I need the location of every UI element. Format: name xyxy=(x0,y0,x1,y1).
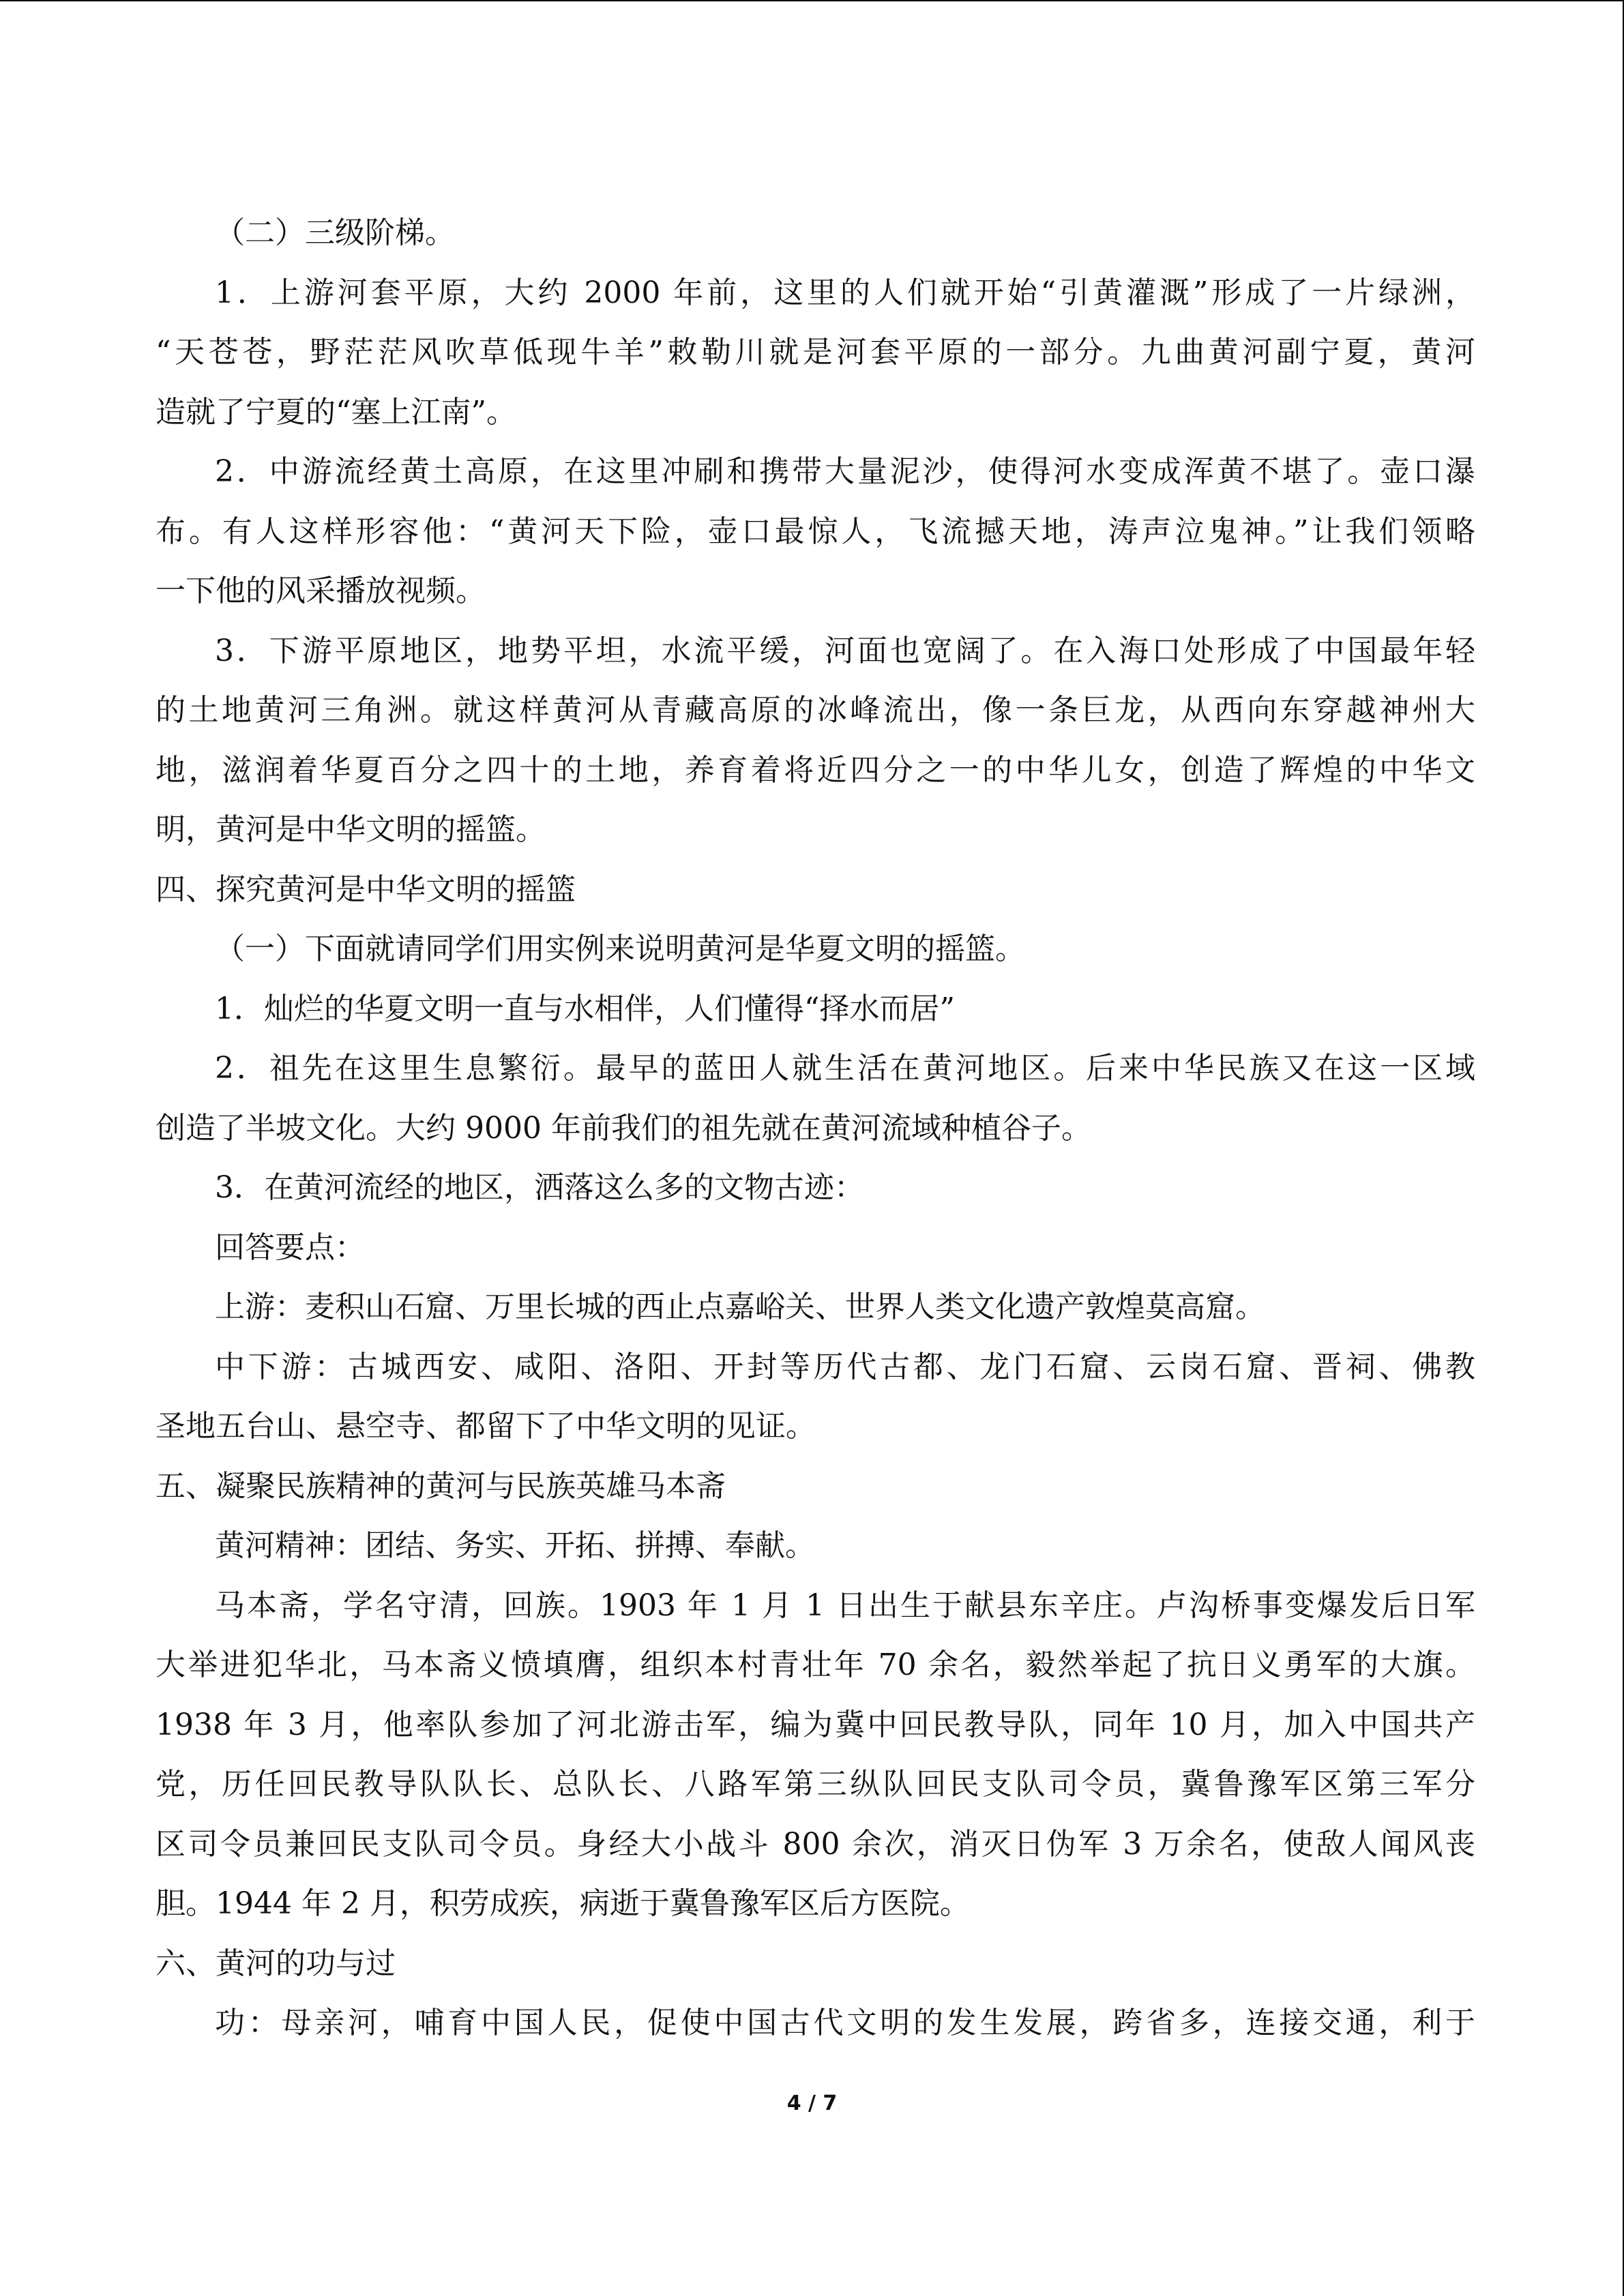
paragraph-line: 2．中游流经黄土高原，在这里冲刷和携带大量泥沙，使得河水变成浑黄不堪了。壶口瀑 xyxy=(215,454,1475,489)
paragraph-line: 马本斋，学名守清，回族。1903 年 1 月 1 日出生于献县东辛庄。卢沟桥事变爆发后日军 xyxy=(215,1587,1475,1623)
paragraph-line: 胆。1944 年 2 月，积劳成疾，病逝于冀鲁豫军区后方医院。 xyxy=(156,1886,970,1921)
paragraph-line: 的土地黄河三角洲。就这样黄河从青藏高原的冰峰流出，像一条巨龙，从西向东穿越神州大 xyxy=(156,693,1475,728)
paragraph-line: 布。有人这样形容他：“黄河天下险，壶口最惊人，飞流撼天地，涛声泣鬼神。”让我们领略 xyxy=(156,513,1475,549)
paragraph-line: 1．上游河套平原，大约 2000 年前，这里的人们就开始“引黄灌溉”形成了一片绿洲， xyxy=(215,275,1475,310)
paragraph-line: 黄河精神：团结、务实、开拓、拼搏、奉献。 xyxy=(215,1528,815,1563)
subheading-examples: （一）下面就请同学们用实例来说明黄河是华夏文明的摇篮。 xyxy=(215,931,1025,966)
page-border-top xyxy=(0,0,1624,1)
section-heading-5: 五、凝聚民族精神的黄河与民族英雄马本斋 xyxy=(156,1468,726,1504)
paragraph-line: 地，滋润着华夏百分之四十的土地，养育着将近四分之一的中华儿女，创造了辉煌的中华文 xyxy=(156,752,1475,788)
paragraph-line: 2．祖先在这里生息繁衍。最早的蓝田人就生活在黄河地区。后来中华民族又在这一区域 xyxy=(215,1051,1475,1086)
paragraph-line: 造就了宁夏的“塞上江南”。 xyxy=(156,394,516,430)
paragraph-line: 圣地五台山、悬空寺、都留下了中华文明的见证。 xyxy=(156,1409,816,1444)
paragraph-line: 1938 年 3 月，他率队参加了河北游击军，编为冀中回民教导队，同年 10 月，加入中国共产 xyxy=(156,1707,1475,1742)
paragraph-line: 党，历任回民教导队队长、总队长、八路军第三纵队回民支队司令员，冀鲁豫军区第三军分 xyxy=(156,1767,1475,1802)
document-body xyxy=(156,203,1475,2053)
paragraph-line: 3．下游平原地区，地势平坦，水流平缓，河面也宽阔了。在入海口处形成了中国最年轻 xyxy=(215,633,1475,668)
paragraph-line: 3．在黄河流经的地区，洒落这么多的文物古迹： xyxy=(215,1170,864,1205)
subheading-three-steps: （二）三级阶梯。 xyxy=(215,215,455,250)
paragraph-line: 区司令员兼回民支队司令员。身经大小战斗 800 余次，消灭日伪军 3 万余名，使敌人闻风丧 xyxy=(156,1826,1475,1862)
paragraph-line: 功：母亲河，哺育中国人民，促使中国古代文明的发生发展，跨省多，连接交通，利于 xyxy=(215,2006,1475,2040)
paragraph-line: 创造了半坡文化。大约 9000 年前我们的祖先就在黄河流域种植谷子。 xyxy=(156,1110,1091,1146)
paragraph-line: 中下游：古城西安、咸阳、洛阳、开封等历代古都、龙门石窟、云岗石窟、晋祠、佛教 xyxy=(215,1349,1475,1384)
page-number: 4 / 7 xyxy=(786,2091,838,2115)
paragraph-line: 明，黄河是中华文明的摇篮。 xyxy=(156,812,546,847)
answer-points-label: 回答要点： xyxy=(215,1229,365,1265)
paragraph-line: 一下他的风采播放视频。 xyxy=(156,573,486,608)
paragraph-line: 1．灿烂的华夏文明一直与水相伴，人们懂得“择水而居” xyxy=(215,991,955,1026)
paragraph-line: “天苍苍，野茫茫风吹草低现牛羊”敕勒川就是河套平原的一部分。九曲黄河副宁夏，黄河 xyxy=(156,335,1475,370)
section-heading-6: 六、黄河的功与过 xyxy=(156,1945,396,1981)
paragraph-line: 上游：麦积山石窟、万里长城的西止点嘉峪关、世界人类文化遗产敦煌莫高窟。 xyxy=(215,1289,1265,1324)
paragraph-line: 大举进犯华北，马本斋义愤填膺，组织本村青壮年 70 余名，毅然举起了抗日义勇军的大旗。 xyxy=(156,1648,1475,1682)
section-heading-4: 四、探究黄河是中华文明的摇篮 xyxy=(156,871,576,907)
